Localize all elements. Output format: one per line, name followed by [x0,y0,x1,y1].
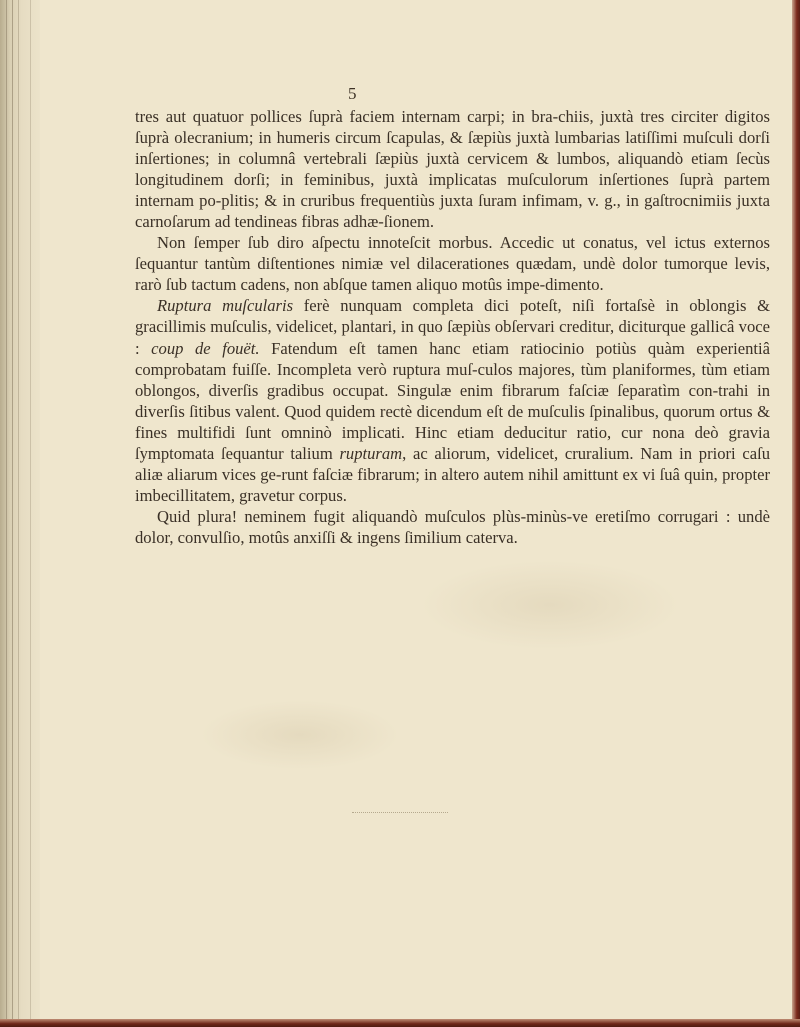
body-text [135,106,770,548]
spine-edge-line [30,0,31,1027]
text-run: Fatendum eſt tamen hanc etiam ratiocinio potiùs quàm experientiâ comprobatam fuiſſe. Incompleta verò ruptura muſ-culos majores, tùm planiformes, tùm etiam oblongos, diverſis gradibus occupat. Singulæ enim fibrarum faſciæ ſeparatìm con-trahi in diverſis ſitibus valent. Quod quidem rectè dicendum eſt de muſculis ſpinalibus, quorum ortus & fines multifidi ſunt omninò implicati. Hinc etiam deducitur ratio, cur nona deò gravia ſymptomata ſequantur talium [135,338,770,463]
text-run: Non ſemper ſub diro aſpectu innoteſcit morbus. Accedic ut conatus, vel ictus externos ſequantur tantùm diſtentiones nimiæ vel dilacerationes quædam, undè dolor tumorque levis, rarò ſub tactum cadens, non abſque tamen aliquo motûs impe-dimento. [135,233,770,295]
italic-text: rupturam [339,443,403,463]
spine-edge-line [6,0,7,1027]
text-run: , ac aliorum, videlicet, cruralium. Nam in priori caſu aliæ aliarum vices ge-runt faſciæ fibrarum; in altero autem nihil amittunt ex vi ſuâ quin, propter imbecillitatem, gravetur corpus. [135,443,770,505]
text-run: tres aut quatuor pollices ſuprà faciem internam carpi; in bra-chiis, juxtà tres circiter digitos ſuprà olecranium; in humeris circum ſcapulas, & ſæpiùs juxtà lumbarias latiſſimi muſculi dorſi inſertiones; in columnâ vertebrali ſæpiùs juxtà cervicem & lumbos, aliquandò etiam ſecùs longitudinem dorſi; in feminibus, juxtà implicatas muſculorum inſertiones ſuprà partem internam po-plitis; & in cruribus frequentiùs juxta ſuram infimam, v. g., in gaſtrocnimiis juxta carnoſarum ad tendineas fibras adhæ-ſionem. [135,107,770,232]
paper-stain [200,700,400,770]
cover-edge-right [792,0,800,1027]
italic-text: Ruptura muſcularis [157,296,294,316]
paragraph [135,295,770,505]
spine-edge-line [18,0,19,1027]
cover-edge-bottom [0,1019,800,1027]
paragraph [135,506,770,548]
paragraph [135,232,770,295]
text-run: Quid plura! neminem fugit aliquandò muſculos plùs-minùs-ve eretiſmo corrugari : undè dolor, convulſio, motûs anxiſſi & ingens ſimilium caterva. [135,506,770,547]
paragraph [135,106,770,232]
spine-edge-line [12,0,13,1027]
page-number: 5 [348,84,357,103]
end-rule [352,812,448,813]
paper-stain [420,560,680,650]
text-run: ferè nunquam completa dici poteſt, niſi fortaſsè in oblongis & gracillimis muſculis, videlicet, plantari, in quo ſæpiùs obſervari creditur, diciturque gallicâ voce : [135,296,770,358]
italic-text: coup de fouët. [151,338,260,358]
